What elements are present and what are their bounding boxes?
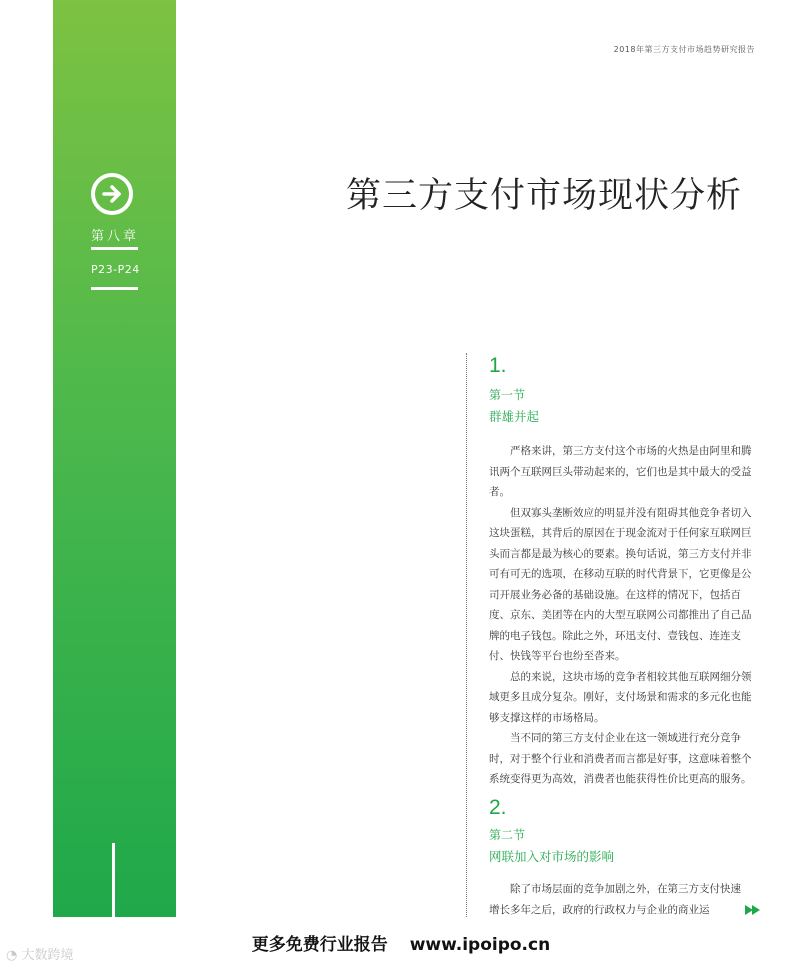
section-1-body xyxy=(489,441,759,790)
paragraph: 严格来讲，第三方支付这个市场的火热是由阿里和腾讯两个互联网巨头带动起来的，它们也是其中最大的受益者。 xyxy=(489,445,752,498)
footer-link[interactable]: www.ipoipo.cn xyxy=(409,935,551,955)
paragraph: 总的来说，这块市场的竞争者相较其他互联网细分领域更多且成分复杂。刚好，支付场景和需求的多元化也能够支撑这样的市场格局。 xyxy=(489,670,752,724)
section-1-label: 第一节 xyxy=(489,388,526,402)
column-divider xyxy=(466,353,467,917)
footer-text: 更多免费行业报告 xyxy=(251,935,388,955)
watermark: ◔ 大数跨境 xyxy=(6,948,74,963)
section-1-number: 1. xyxy=(489,354,507,377)
section-2-title: 网联加入对市场的影响 xyxy=(489,849,615,864)
promo-footer xyxy=(0,930,802,955)
report-header: 2018年第三方支付市场趋势研究报告 xyxy=(613,45,755,54)
chapter-label: 第八章 xyxy=(91,229,140,244)
section-2-label: 第二节 xyxy=(489,828,526,842)
chapter-rule-bottom xyxy=(91,287,138,290)
section-2-body xyxy=(489,879,747,920)
paragraph: 当不同的第三方支付企业在这一领域进行充分竞争时，对于整个行业和消费者而言都是好事，这意味着整个系统变得更为高效，消费者也能获得性价比更高的服务。 xyxy=(489,732,752,785)
arrow-right-circle-icon xyxy=(91,173,133,215)
section-2-number: 2. xyxy=(489,796,507,819)
paragraph: 但双寡头垄断效应的明显并没有阻碍其他竞争者切入这块蛋糕，其背后的原因在于现金流对于任何家互联网巨头而言都是最为核心的要素。换句话说，第三方支付并非可有可无的选项，在移动互联的时代背景下，它更像是公司开展业务必备的基础设施。在这样的情况下，包括百度、京东、美团等在内的大型互联网公司都推出了自己品牌的电子钱包。除此之外，环迅支付、壹钱包、连连支付、快钱等平台也纷至沓来。 xyxy=(489,506,752,662)
continue-arrow-icon xyxy=(752,905,760,915)
sidebar-vertical-bar xyxy=(112,843,115,917)
chapter-rule-top xyxy=(91,247,138,250)
paragraph: 除了市场层面的竞争加剧之外，在第三方支付快速增长多年之后，政府的行政权力与企业的商业运 xyxy=(489,883,741,916)
page-range: P23-P24 xyxy=(91,263,140,276)
watermark-logo-icon: ◔ xyxy=(6,948,22,963)
page-title: 第三方支付市场现状分析 xyxy=(346,176,743,216)
chapter-sidebar xyxy=(53,0,176,917)
section-1-title: 群雄并起 xyxy=(489,409,540,424)
